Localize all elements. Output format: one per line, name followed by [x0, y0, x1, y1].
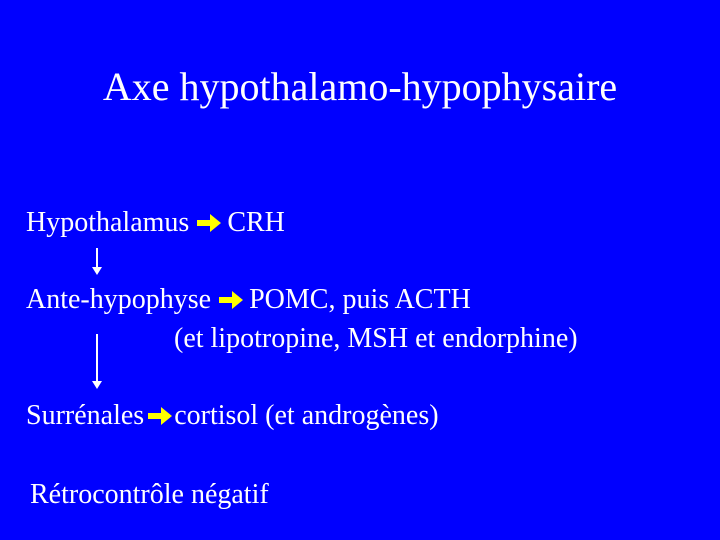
pomc-acth-label: POMC, puis ACTH: [249, 284, 471, 315]
antehypophyse-label: Ante-hypophyse: [26, 284, 212, 315]
down-arrow-icon: [91, 334, 103, 395]
hypothalamus-label: Hypothalamus: [26, 207, 190, 238]
line-hypothalamus: [26, 206, 285, 240]
surrenales-label: Surrénales: [26, 400, 145, 431]
retrocontrole-text: Rétrocontrôle négatif: [30, 479, 269, 510]
heavy-right-arrow-icon: [197, 213, 221, 233]
heavy-right-arrow-icon: [219, 290, 243, 310]
crh-label: CRH: [227, 207, 285, 238]
line-antehypophyse: [26, 283, 471, 317]
antehypophyse-subline: (et lipotropine, MSH et endorphine): [174, 323, 578, 354]
heavy-right-arrow-icon: [148, 406, 172, 426]
slide-title: Axe hypothalamo-hypophysaire: [102, 64, 618, 109]
line-surrenales: [26, 399, 439, 433]
down-arrow-icon: [91, 248, 103, 281]
cortisol-label: cortisol (et androgènes): [174, 400, 439, 431]
